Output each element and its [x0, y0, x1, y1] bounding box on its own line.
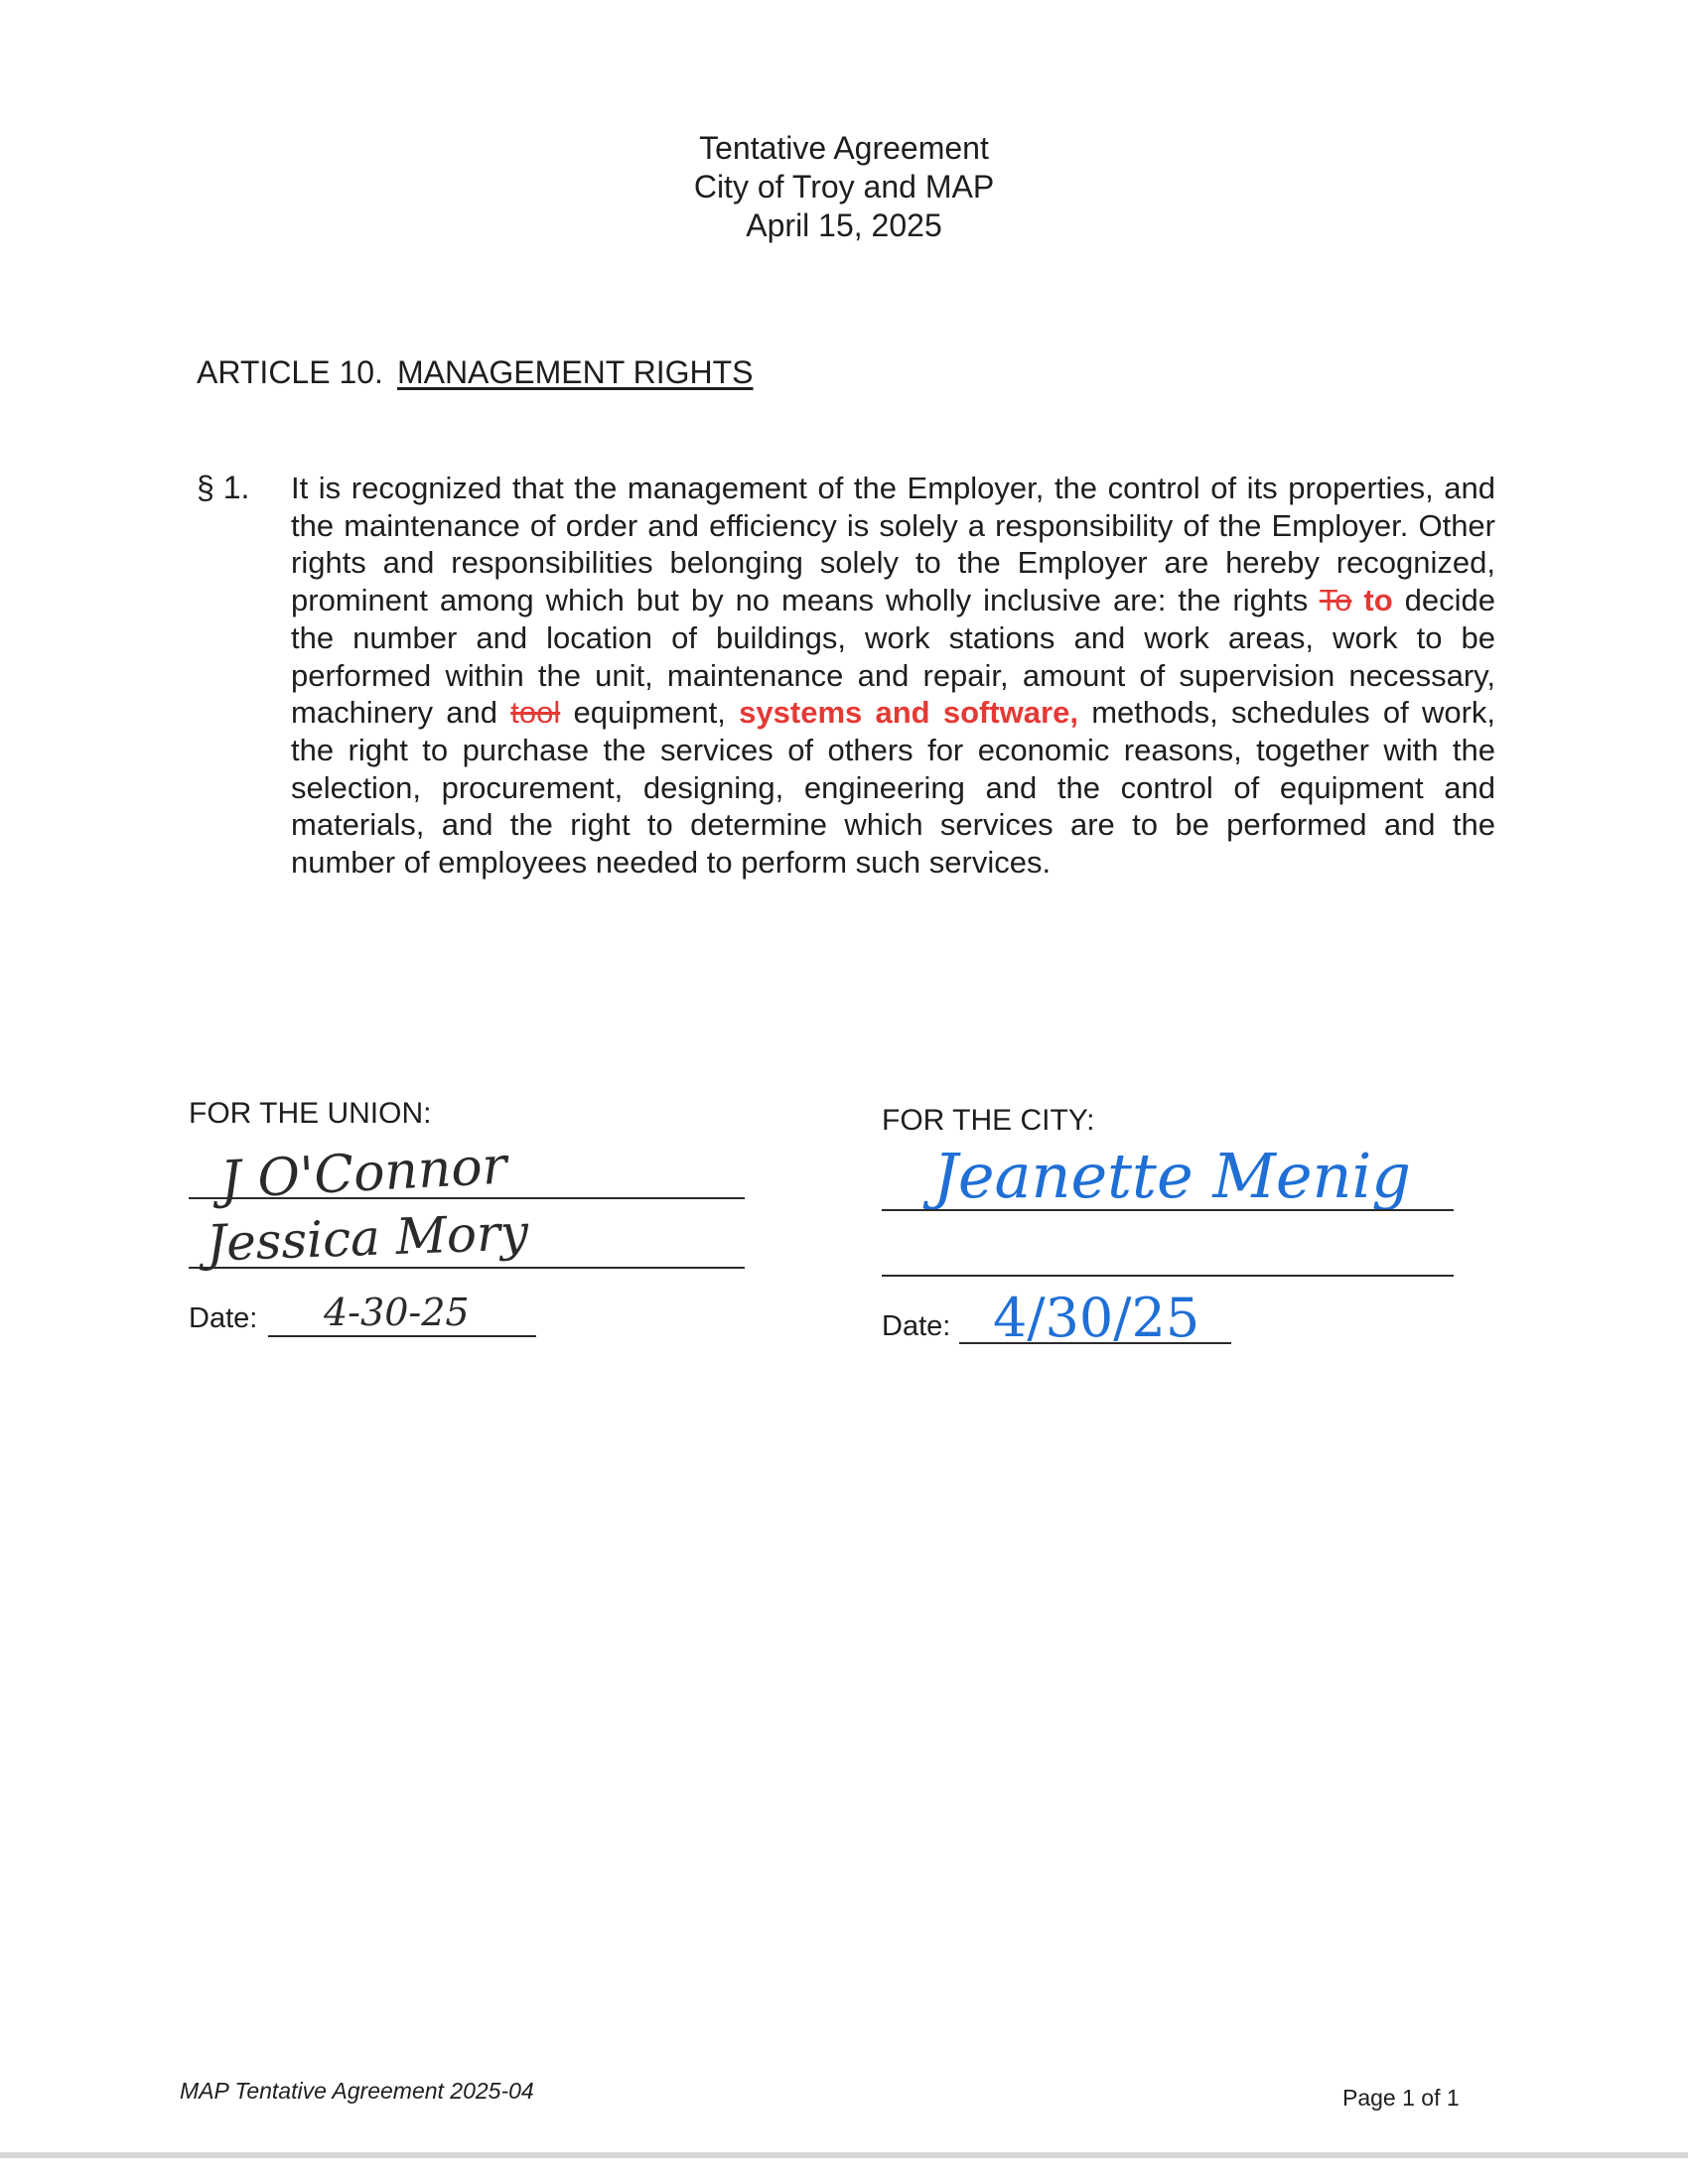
paragraph-text-2: decide the number and location of buildings, work stations and work areas, work to be performed within the unit, maintenance and repair, amount of supervision necessary, machinery and [291, 583, 1495, 731]
union-date-value: 4-30-25 [324, 1291, 470, 1334]
city-date-value: 4/30/25 [993, 1287, 1200, 1349]
union-signature-2: Jessica Mory [206, 1203, 530, 1273]
city-signature-line-1 [882, 1209, 1454, 1211]
footer-page-number: Page 1 of 1 [1342, 2085, 1460, 2111]
deleted-text-to: To [1319, 583, 1352, 618]
article-heading [197, 354, 753, 391]
paragraph-text-3: equipment, [573, 695, 726, 731]
city-signature-line-2 [882, 1275, 1454, 1277]
section-number: § 1. [197, 470, 250, 505]
paragraph-text-1: It is recognized that the management of the Employer, the control of its properties, and the maintenance of order and efficiency is solely a responsibility of the Employer. Other rights and responsibilities belonging solely to the Employer are hereby recognized, prominent among which but by no means wholly inclusive are: the rights [291, 471, 1495, 618]
article-title: MANAGEMENT RIGHTS [396, 354, 754, 390]
scan-edge-rule [0, 2152, 1688, 2158]
city-date-label: Date: [882, 1310, 951, 1342]
header-date: April 15, 2025 [746, 207, 942, 243]
union-signature-line-1 [189, 1197, 745, 1199]
header-title: Tentative Agreement [699, 130, 989, 166]
paragraph-text-4: methods, schedules of work, the right to purchase the services of others for economic reasons, together with the selection, procurement, designing, engineering and the control of equipment and materials, and the right to determine which services are to be performed and the number of employees needed to perform such services. [291, 695, 1496, 881]
document-header [0, 129, 1688, 245]
header-parties: City of Troy and MAP [693, 169, 995, 205]
deleted-text-tool: tool [510, 695, 561, 731]
union-date-label: Date: [189, 1302, 258, 1334]
city-signature-1: Jeanette Menig [933, 1140, 1411, 1212]
union-date-line [268, 1335, 536, 1337]
city-date-line [959, 1342, 1231, 1344]
inserted-text-to: to [1363, 583, 1393, 618]
union-signature-1: J O'Connor [218, 1136, 508, 1211]
article-number: ARTICLE 10. [197, 354, 383, 390]
union-label: FOR THE UNION: [189, 1097, 432, 1130]
inserted-text-systems: systems and software, [739, 695, 1078, 731]
city-label: FOR THE CITY: [882, 1104, 1095, 1137]
section-paragraph [291, 470, 1495, 882]
footer-document-id: MAP Tentative Agreement 2025-04 [180, 2078, 534, 2104]
union-signature-line-2 [189, 1267, 745, 1269]
